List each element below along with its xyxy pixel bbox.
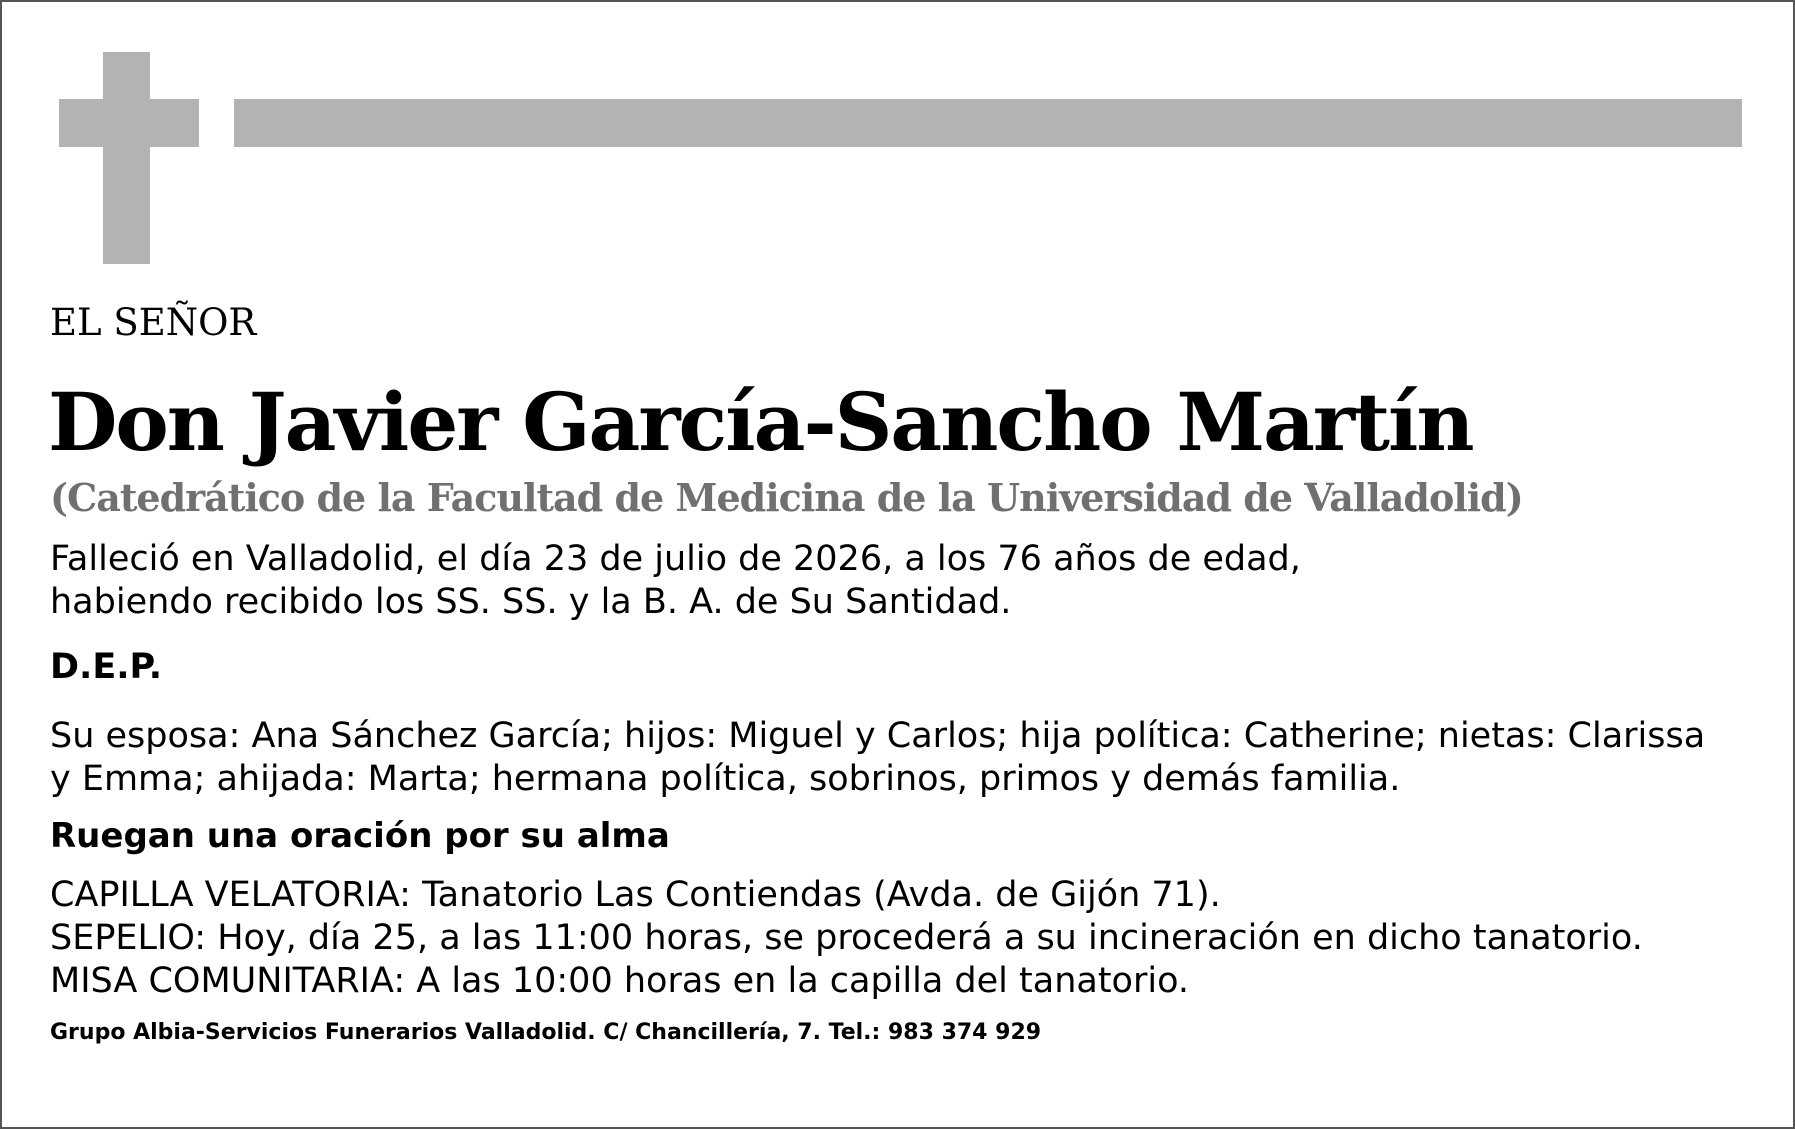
notice-content — [50, 298, 1770, 1047]
family-line: y Emma; ahijada: Marta; hermana política, sobrinos, primos y demás familia. — [50, 759, 1401, 799]
honorific: EL SEÑOR — [50, 301, 257, 344]
rest-in-peace: D.E.P. — [50, 647, 163, 687]
service-line-mass: MISA COMUNITARIA: A las 10:00 horas en la capilla del tanatorio. — [50, 961, 1190, 1001]
death-statement — [50, 538, 1770, 624]
family-list — [50, 715, 1770, 801]
prayer-request: Ruegan una oración por su alma — [50, 816, 670, 856]
header-bar — [234, 99, 1742, 147]
service-details — [50, 874, 1770, 1003]
cross-vertical-beam — [103, 52, 150, 264]
service-line-wake: CAPILLA VELATORIA: Tanatorio Las Contiendas (Avda. de Gijón 71). — [50, 875, 1221, 915]
deceased-name: Don Javier García-Sancho Martín — [48, 375, 1473, 469]
death-line: habiendo recibido los SS. SS. y la B. A. de Su Santidad. — [50, 582, 1012, 622]
deceased-position: (Catedrático de la Facultad de Medicina de la Universidad de Valladolid) — [50, 475, 1523, 520]
death-line: Falleció en Valladolid, el día 23 de julio de 2026, a los 76 años de edad, — [50, 539, 1301, 579]
cross-horizontal-beam — [59, 99, 199, 147]
service-line-burial: SEPELIO: Hoy, día 25, a las 11:00 horas, se procederá a su incineración en dicho tanatorio. — [50, 918, 1643, 958]
funeral-home-footer: Grupo Albia-Servicios Funerarios Valladolid. C/ Chancillería, 7. Tel.: 983 374 929 — [50, 1020, 1042, 1045]
family-line: Su esposa: Ana Sánchez García; hijos: Miguel y Carlos; hija política: Catherine; nietas: Clarissa — [50, 716, 1706, 756]
